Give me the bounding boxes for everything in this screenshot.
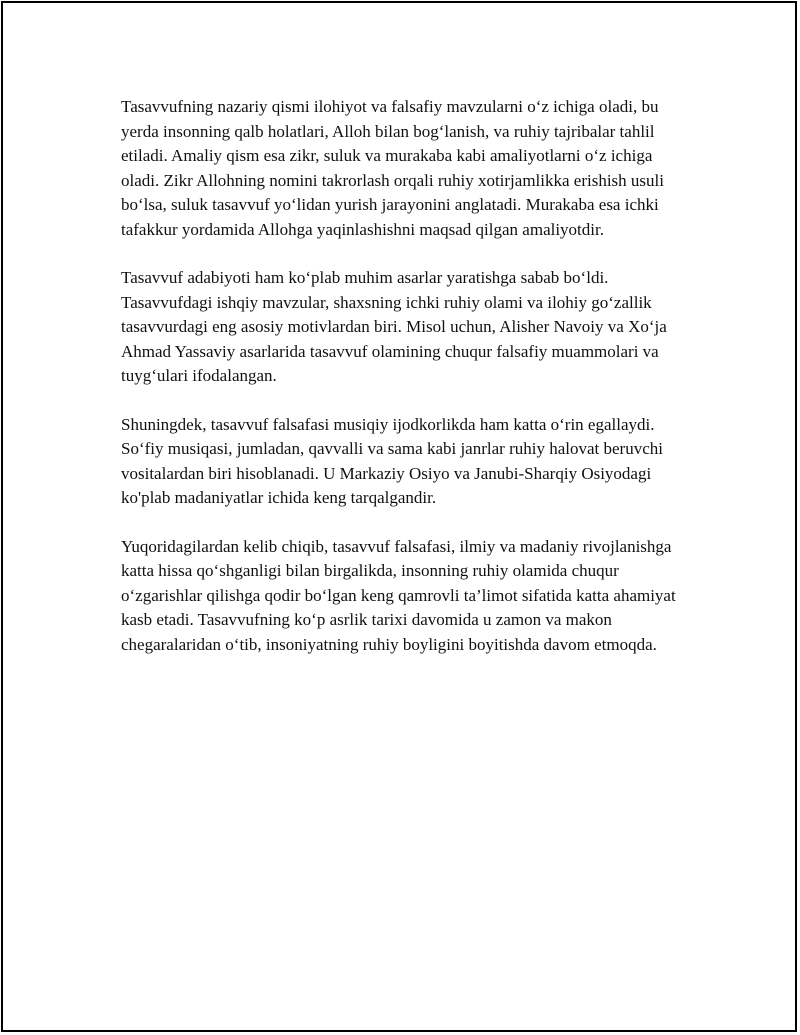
page-border	[1, 1, 797, 1032]
document-body	[121, 95, 693, 681]
paragraph: Tasavvuf adabiyoti ham ko‘plab muhim asarlar yaratishga sabab bo‘ldi. Tasavvufdagi ishqiy mavzular, shaxsning ichki ruhiy olami va ilohiy go‘zallik tasavvurdagi eng asosiy motivlardan biri. Misol uchun, Alisher Navoiy va Xo‘ja Ahmad Yassaviy asarlarida tasavvuf olamining chuqur falsafiy muammolari va tuyg‘ulari ifodalangan.	[121, 268, 667, 385]
paragraph: Yuqoridagilardan kelib chiqib, tasavvuf falsafasi, ilmiy va madaniy rivojlanishga katta hissa qo‘shganligi bilan birgalikda, insonning ruhiy olamida chuqur o‘zgarishlar qilishga qodir bo‘lgan keng qamrovli ta’limot sifatida katta ahamiyat kasb etadi. Tasavvufning ko‘p asrlik tarixi davomida u zamon va makon chegaralaridan o‘tib, insoniyatning ruhiy boyligini boyitishda davom etmoqda.	[121, 536, 676, 654]
paragraph: Tasavvufning nazariy qismi ilohiyot va falsafiy mavzularni o‘z ichiga oladi, bu yerda insonning qalb holatlari, Alloh bilan bog‘lanish, va ruhiy tajribalar tahlil etiladi. Amaliy qism esa zikr, suluk va murakaba kabi amaliyotlarni o‘z ichiga oladi. Zikr Allohning nomini takrorlash orqali ruhiy xotirjamlikka erishish usuli bo‘lsa, suluk tasavvuf yo‘lidan yurish jarayonini anglatadi. Murakaba esa ichki tafakkur yordamida Allohga yaqinlashishni maqsad qilgan amaliyotdir.	[121, 97, 664, 239]
paragraph: Shuningdek, tasavvuf falsafasi musiqiy ijodkorlikda ham katta o‘rin egallaydi. So‘fiy musiqasi, jumladan, qavvalli va sama kabi janrlar ruhiy halovat beruvchi vositalardan biri hisoblanadi. U Markaziy Osiyo va Janubi-Sharqiy Osiyodagi ko'plab madaniyatlar ichida keng tarqalgandir.	[121, 414, 663, 507]
